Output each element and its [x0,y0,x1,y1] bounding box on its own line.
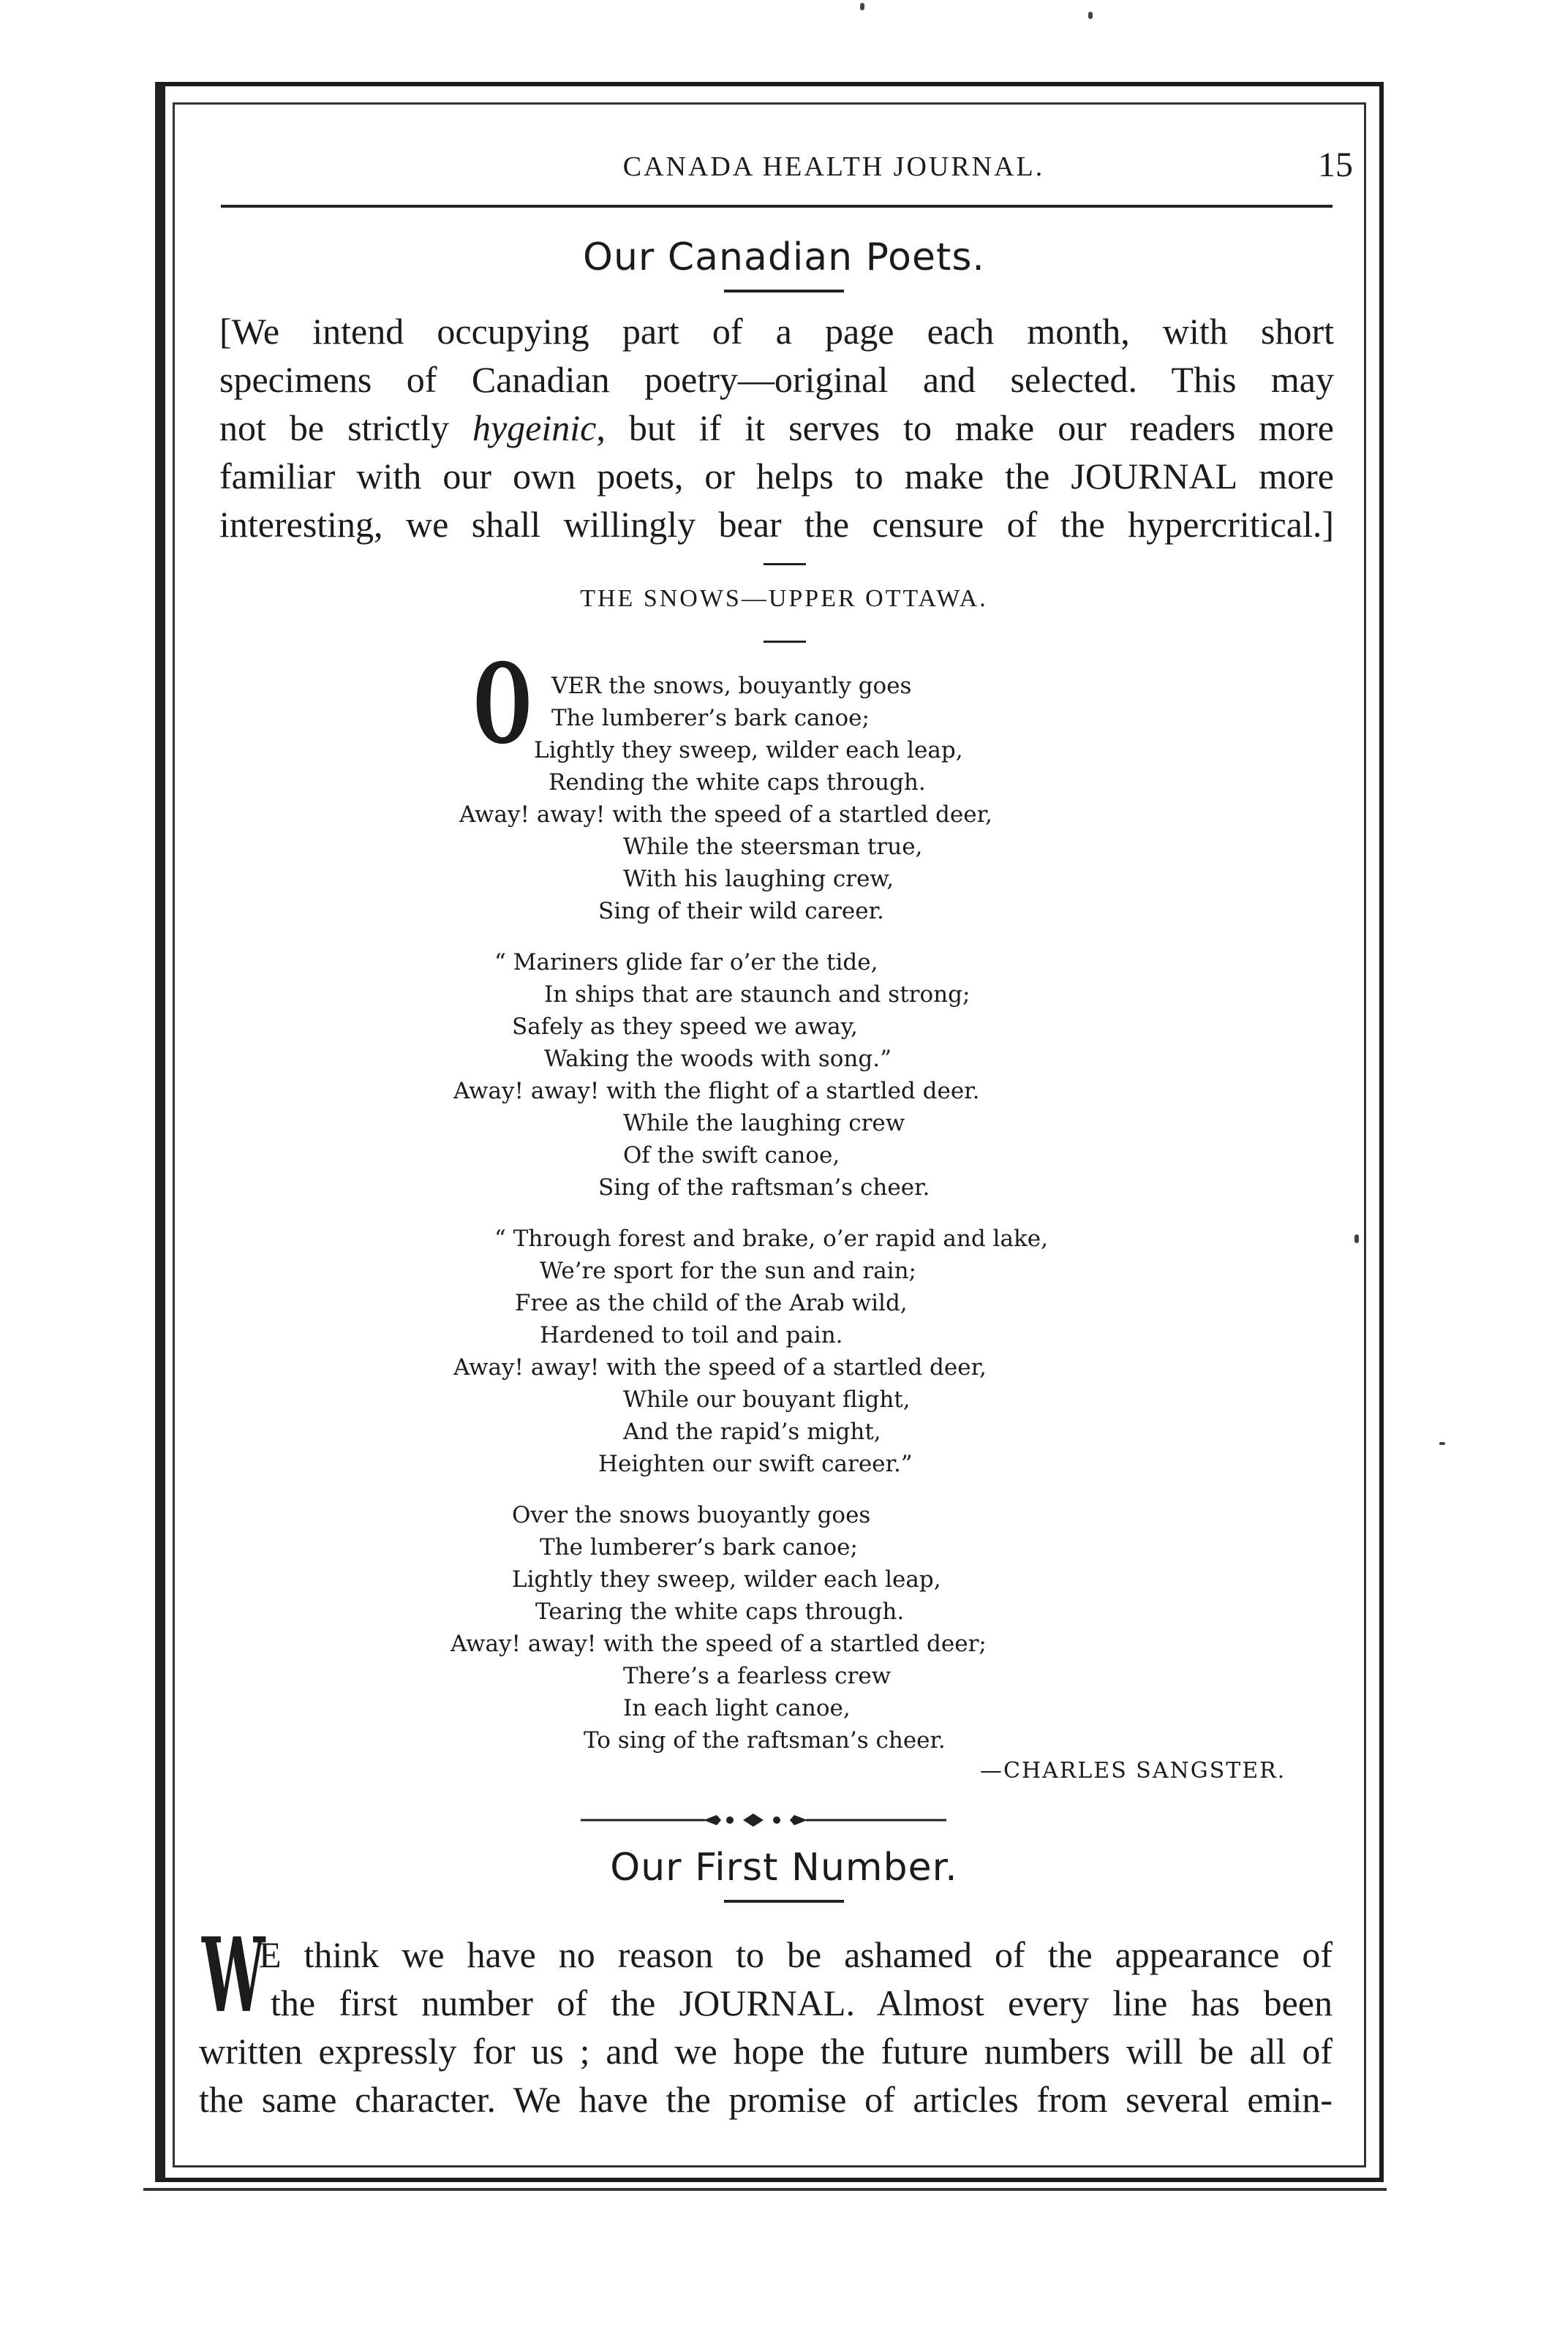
poem-line: Safely as they speed we away, [512,1014,858,1040]
italic-word: hygeinic [472,407,597,448]
journal-small-caps: JOURNAL [679,1982,846,2023]
drop-cap-o: O [474,640,532,769]
poem-line: Free as the child of the Arab wild, [515,1290,908,1316]
poem-line: Over the snows buoyantly goes [512,1502,871,1528]
poem-line: Away! away! with the speed of a startled deer, [453,1354,987,1381]
title-underline [724,290,844,293]
article-title-canadian-poets: Our Canadian Poets. [583,235,985,279]
body-line-2: the first number of the JOURNAL. Almost every line has been [271,1982,1333,2023]
print-speck [1439,1442,1445,1445]
poem-line: Of the swift canoe, [623,1142,840,1169]
page-number: 15 [1318,146,1353,184]
poem-line: Sing of their wild career. [598,898,884,924]
intro-line-3: not be strictly hygeinic, but if it serves to make our readers more [219,407,1334,448]
print-speck [1088,12,1093,19]
poem-line: VER the snows, bouyantly goes [551,673,912,699]
poem-line: And the rapid’s might, [623,1419,881,1445]
journal-small-caps: JOURNAL [1071,456,1238,497]
header-rule [221,205,1333,208]
article-title-first-number: Our First Number. [610,1846,958,1890]
poem-line: While the laughing crew [623,1110,905,1136]
poem-title: THE SNOWS—UPPER OTTAWA. [580,585,988,612]
poem-attribution: —CHARLES SANGSTER. [980,1758,1286,1784]
body-line-3: written expressly for us ; and we hope the future numbers will be all of [199,2031,1333,2072]
intro-paragraph [219,307,1334,548]
poem-line: In ships that are staunch and strong; [544,981,970,1008]
poem-line: While the steersman true, [623,834,923,860]
section-divider [764,641,806,643]
poem-line: Away! away! with the flight of a startled deer. [453,1078,980,1104]
poem-line: The lumberer’s bark canoe; [540,1534,858,1561]
print-speck [1354,1234,1359,1243]
poem-line: Away! away! with the speed of a startled deer; [451,1631,987,1657]
poem-line: The lumberer’s bark canoe; [551,705,870,731]
poem-line: In each light canoe, [623,1695,851,1721]
page-bottom-rule [143,2188,1387,2191]
poem-line: With his laughing crew, [623,866,894,892]
intro-line-5: interesting, we shall willingly bear the censure of the hypercritical.] [219,504,1334,545]
poem-line: To sing of the raftsman’s cheer. [584,1727,946,1754]
poem-line: Lightly they sweep, wilder each leap, [512,1566,941,1593]
body-line-1: E think we have no reason to be ashamed of the appearance of [259,1934,1333,1975]
intro-line-2: specimens of Canadian poetry—original and selected. This may [219,359,1334,400]
print-speck [860,3,864,10]
poem-line: Heighten our swift career.” [598,1451,913,1477]
ornamental-divider [581,1809,946,1831]
poem-line: While our bouyant flight, [623,1386,911,1413]
poem-line: We’re sport for the sun and rain; [540,1258,916,1284]
running-head: CANADA HEALTH JOURNAL. [622,151,1045,182]
poem-line: “ Through forest and brake, o’er rapid and lake, [494,1226,1048,1252]
intro-line-4: familiar with our own poets, or helps to make the JOURNAL more [219,456,1335,497]
section-divider [764,563,806,565]
drop-cap-w: W [202,1916,265,2036]
poem-line: Tearing the white caps through. [535,1599,905,1625]
intro-line-1: [We intend occupying part of a page each month, with short [219,311,1334,352]
poem-line: Away! away! with the speed of a startled deer, [459,801,992,828]
poem-line: Hardened to toil and pain. [540,1322,843,1348]
poem-line: There’s a fearless crew [623,1663,892,1689]
poem-line: Rending the white caps through. [549,769,926,796]
poem-line: Waking the woods with song.” [544,1046,892,1072]
title-underline [724,1900,844,1903]
body-line-4: the same character. We have the promise of articles from several emin- [199,2079,1333,2120]
poem-line: Lightly they sweep, wilder each leap, [534,737,963,763]
poem-line: “ Mariners glide far o’er the tide, [494,949,878,976]
poem-line: Sing of the raftsman’s cheer. [598,1174,930,1201]
